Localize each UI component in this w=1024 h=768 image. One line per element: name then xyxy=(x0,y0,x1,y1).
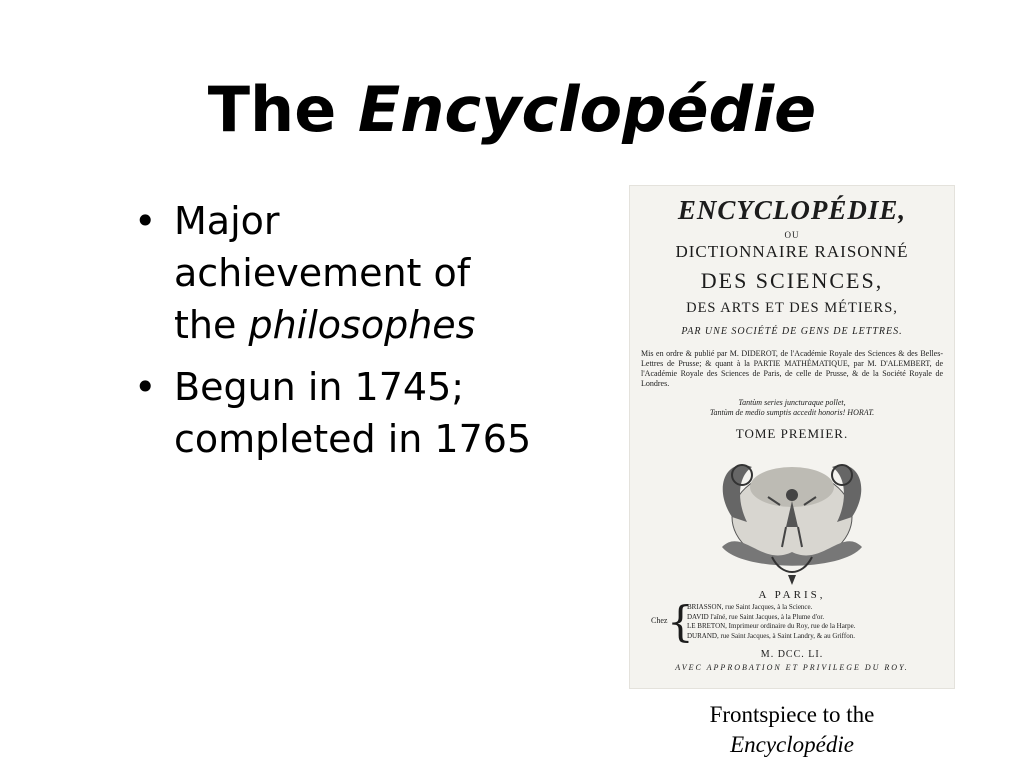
frontispiece-arts: DES ARTS ET DES MÉTIERS, xyxy=(686,300,898,316)
frontispiece-motto xyxy=(629,398,955,418)
bullet-dot: • xyxy=(134,199,157,243)
frontispiece-image xyxy=(629,185,955,689)
bullet-line: achievement of xyxy=(174,251,471,295)
frontispiece-par: PAR UNE SOCIÉTÉ DE GENS DE LETTRES. xyxy=(681,326,903,337)
printer-line: DAVID l'aîné, rue Saint Jacques, à la Plume d'or. xyxy=(687,612,825,621)
bullet-dot: • xyxy=(134,365,157,409)
frontispiece-tome: TOME PREMIER. xyxy=(735,426,849,441)
slide-title-italic: Encyclopédie xyxy=(357,73,817,146)
image-caption xyxy=(594,700,990,760)
frontispiece-motto-1: Tantùm series juncturaque pollet, xyxy=(738,398,846,407)
caption-line-2: Encyclopédie xyxy=(730,732,854,757)
frontispiece-printers xyxy=(687,603,947,641)
frontispiece-motto-2: Tantùm de medio sumptis accedit honoris! HORAT. xyxy=(709,408,875,417)
bullet-line: the xyxy=(174,303,249,347)
frontispiece-ou: OU xyxy=(784,230,800,240)
printer-line: BRIASSON, rue Saint Jacques, à la Science. xyxy=(687,603,813,611)
engraved-vignette xyxy=(702,447,882,587)
bullet-list xyxy=(130,195,610,475)
frontispiece-sciences: DES SCIENCES, xyxy=(700,268,884,293)
frontispiece-date: M. DCC. LI. xyxy=(760,649,824,660)
bullet-line: Major xyxy=(174,199,280,243)
frontispiece-dictionnaire: DICTIONNAIRE RAISONNÉ xyxy=(675,242,909,261)
frontispiece-paris: A PARIS, xyxy=(758,589,826,601)
bullet-line: completed in 1765 xyxy=(174,417,532,461)
slide-title-plain: The xyxy=(207,73,358,146)
frontispiece-privilege: AVEC APPROBATION ET PRIVILEGE DU ROY. xyxy=(675,663,909,672)
bullet-item-achievement xyxy=(130,195,610,351)
printer-line: LE BRETON, Imprimeur ordinaire du Roy, rue de la Harpe. xyxy=(687,622,856,630)
bullet-item-dates xyxy=(130,361,610,465)
bullet-line-italic: philosophes xyxy=(248,303,476,347)
frontispiece-title: ENCYCLOPÉDIE, xyxy=(677,195,907,225)
slide-title xyxy=(0,70,1024,150)
frontispiece-editors: Mis en ordre & publié par M. DIDEROT, de l'Académie Royale des Sciences & des Belles-Lettres de Prusse; & quant à la PARTIE MATHÉMATIQUE, par M. D'ALEMBERT, de l'Académie Royale des Sciences de Paris, de celle de Prusse, & de la Société Royale de Londres. xyxy=(641,349,943,388)
frontispiece-chez: Chez xyxy=(651,616,668,625)
bullet-line: Begun in 1745; xyxy=(174,365,465,409)
caption-line-1: Frontspiece to the xyxy=(709,702,875,727)
printer-line: DURAND, rue Saint Jacques, à Saint Landry, & au Griffon. xyxy=(687,631,855,640)
brace-glyph: { xyxy=(667,597,694,646)
